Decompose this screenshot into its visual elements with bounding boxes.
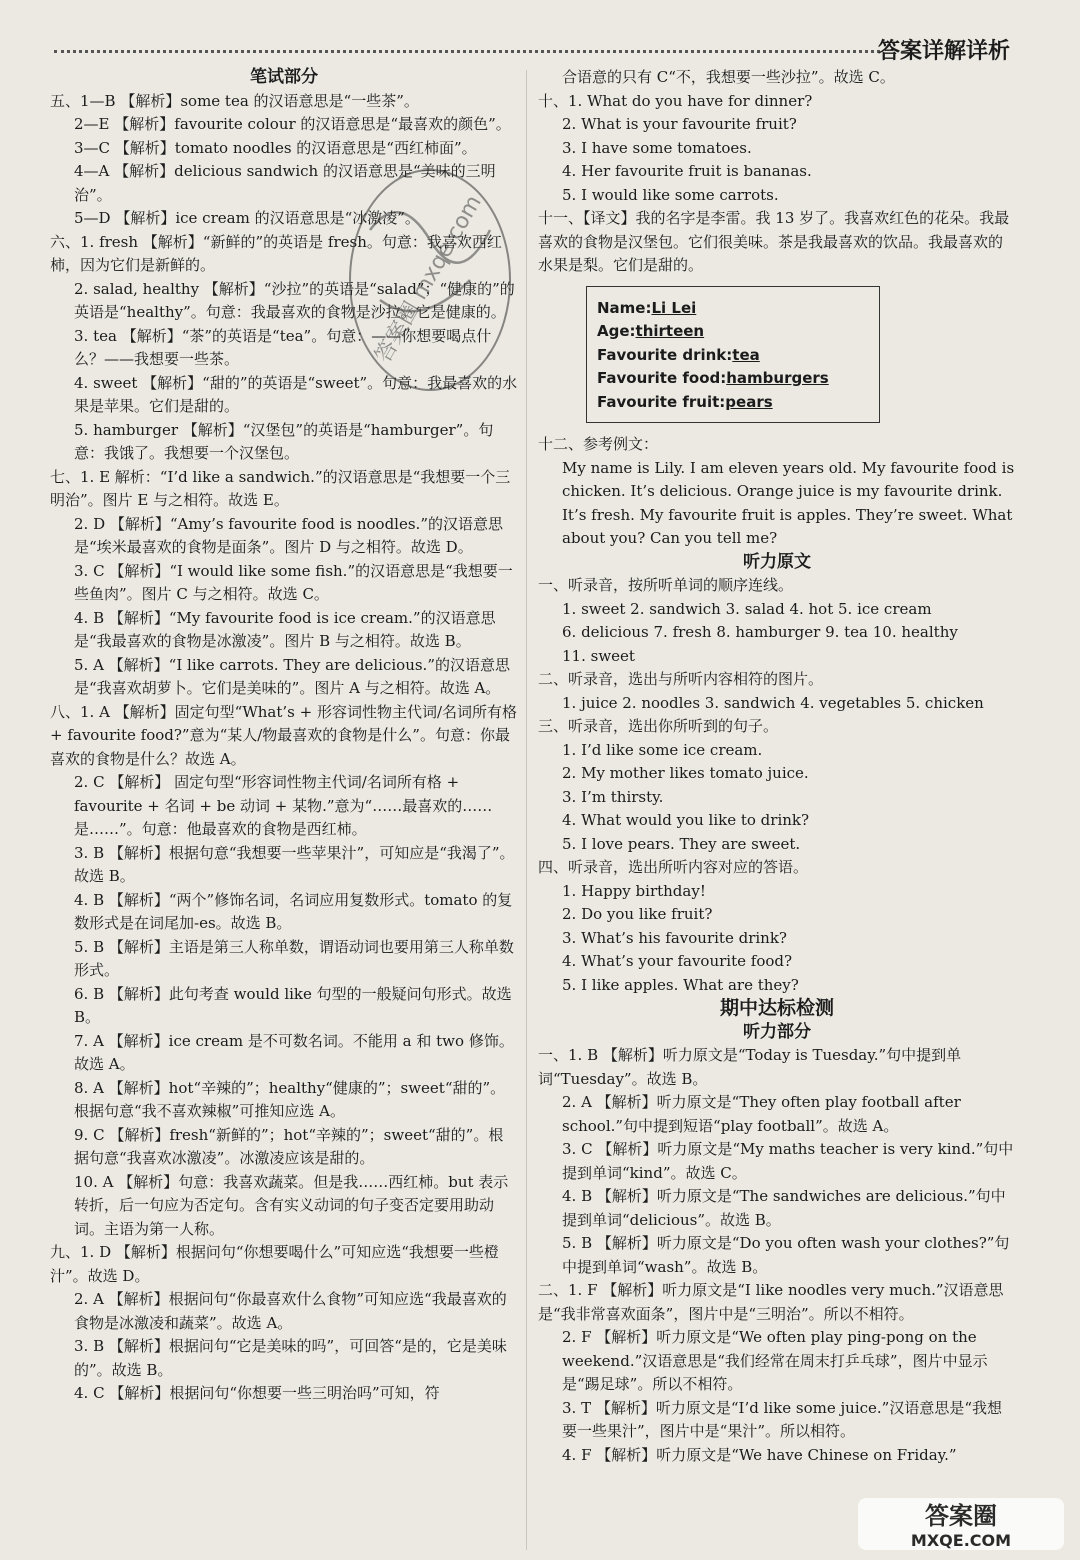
answer-line: 7. A 【解析】ice cream 是不可数名词。不能用 a 和 two 修饰。故选 A。 [74,1031,514,1073]
answer-line: 10. A 【解析】句意：我喜欢蔬菜。但是我……西红柿。but 表示转折，后一句应为否定句。含有实义动词的句子变否定要用助动词。主语为第一人称。 [74,1172,509,1238]
answer-line: 5. hamburger 【解析】“汉堡包”的英语是“hamburger”。句意：我饿了。我想要一个汉堡包。 [74,420,494,462]
answer-line: 2. Do you like fruit? [562,905,713,923]
watermark-bottom: MXQE.COM [910,1531,1012,1550]
answer-line: 2. My mother likes tomato juice. [562,764,809,782]
answer-line: 3. C 【解析】“I would like some fish.”的汉语意思是“我想要一些鱼肉”。图片 C 与之相符。故选 C。 [74,561,513,603]
answer-line: 5. I like apples. What are they? [562,975,799,994]
answer-line: 六、1. fresh 【解析】“新鲜的”的英语是 fresh。句意：我喜欢西红柿，因为它们是新鲜的。 [50,232,502,274]
answer-line: 五、1—B 【解析】some tea 的汉语意思是“一些茶”。 [50,91,419,110]
answer-line: 3—C 【解析】tomato noodles 的汉语意思是“西红柿面”。 [74,138,477,157]
answer-line: 4. F 【解析】听力原文是“We have Chinese on Friday.” [562,1445,957,1464]
info-card [586,286,880,424]
answer-line: 二、1. F 【解析】听力原文是“I like noodles very much.”汉语意思是“我非常喜欢面条”，图片中是“三明治”。所以不相符。 [538,1281,1004,1323]
stamp-text: 答案圈 mxqe.com [370,191,487,368]
right-answer-list-b [538,433,1016,551]
card-value: tea [732,345,760,364]
card-value: pears [725,392,773,411]
card-value: thirteen [635,322,705,340]
answer-line: 5—D 【解析】ice cream 的汉语意思是“冰激凌”。 [74,209,420,227]
left-answer-list [50,90,518,1406]
answer-line: 3. I’m thirsty. [562,787,664,806]
card-key: Favourite drink: [597,345,733,364]
answer-line: 8. A 【解析】hot“辛辣的”；healthy“健康的”；sweet“甜的”。根据句意“我不喜欢辣椒”可推知应选 A。 [74,1078,506,1120]
answer-line: 七、1. E 解析：“I’d like a sandwich.”的汉语意思是“我想要一个三明治”。图片 E 与之相符。故选 E。 [50,467,511,509]
header-dotted-rule [54,50,880,53]
answer-line: 5. I love pears. They are sweet. [562,834,801,853]
card-key: Age: [597,322,636,340]
answer-line: 3. What’s his favourite drink? [562,928,787,947]
answer-line: 2. D 【解析】“Amy’s favourite food is noodles.”的汉语意思是“埃米最喜欢的食物是面条”。图片 D 与之相符。故选 D。 [74,514,503,556]
section-title-listening-part: 听力部分 [743,1021,811,1042]
answer-line: 4. C 【解析】根据问句“你想要一些三明治吗”可知，符 [74,1384,440,1402]
answer-line: 3. B 【解析】根据问句“它是美味的吗”，可回答“是的，它是美味的”。故选 B。 [74,1337,507,1379]
section-title-midterm: 期中达标检测 [719,997,834,1019]
answer-line: 四、听录音，选出所听内容对应的答语。 [538,858,809,876]
answer-line: 2. F 【解析】听力原文是“We often play ping-pong on the weekend.”汉语意思是“我们经常在周末打乒乓球”，图片中显示是“踢足球”。所以不相符。 [562,1328,988,1393]
answer-line: 4—A 【解析】delicious sandwich 的汉语意思是“美味的三明治”。 [74,162,496,204]
answer-line: 九、1. D 【解析】根据问句“你想要喝什么”可知应选“我想要一些橙汁”。故选 D。 [50,1243,499,1285]
answer-line: 4. sweet 【解析】“甜的”的英语是“sweet”。句意：我最喜欢的水果是苹果。它们是甜的。 [74,373,518,415]
answer-line: 2. A 【解析】根据问句“你最喜欢什么食物”可知应选“我最喜欢的食物是冰激凌和蔬菜”。故选 A。 [74,1290,507,1332]
site-watermark [856,1496,1066,1552]
answer-line: 十二、参考例文： [538,435,659,453]
right-answer-list-d [538,1044,1016,1467]
answer-line: 3. tea 【解析】“茶”的英语是“tea”。句意：——你想要喝点什么？——我想要一些茶。 [74,326,492,368]
answer-line: 2. What is your favourite fruit? [562,115,797,133]
answer-line: 4. What’s your favourite food? [562,952,793,970]
answer-line: 3. I have some tomatoes. [562,138,752,157]
right-answer-list-c [538,574,1016,997]
answer-line: 1. juice 2. noodles 3. sandwich 4. vegetables 5. chicken [562,693,984,712]
right-column [538,66,1016,1467]
answer-line: 十一、【译文】我的名字是李雷。我 13 岁了。我喜欢红色的花朵。我最喜欢的食物是汉堡包。它们很美味。茶是我最喜欢的饮品。我最喜欢的水果是梨。它们是甜的。 [538,209,1010,274]
answer-line: 2. A 【解析】听力原文是“They often play football after school.”句中提到短语“play football”。故选 A。 [562,1093,961,1135]
answer-line: 6. delicious 7. fresh 8. hamburger 9. tea 10. healthy [562,623,958,641]
answer-line: 4. B 【解析】听力原文是“The sandwiches are delicious.”句中提到单词“delicious”。故选 B。 [562,1187,1006,1229]
answer-line: 2. C 【解析】 固定句型“形容词性物主代词/名词所有格 + favourite + 名词 + be 动词 + 某物.”意为“……最喜欢的……是……”。句意：他最喜欢的食物是西红柿。 [74,773,493,838]
answer-line: My name is Lily. I am eleven years old. My favourite food is chicken. It’s delicious. Orange juice is my favourite drink. It’s fresh. My favourite fruit is apples. They’re sweet. What about you? Can you tell me? [562,458,1015,547]
watermark-top: 答案圈 [925,1502,997,1530]
answer-line: 11. sweet [562,646,635,665]
section-title-written: 笔试部分 [250,67,318,87]
answer-line: 5. B 【解析】听力原文是“Do you often wash your clothes?”句中提到单词“wash”。故选 B。 [562,1234,1010,1276]
answer-line: 十、1. What do you have for dinner? [538,91,813,110]
answer-line: 4. B 【解析】“两个”修饰名词，名词应用复数形式。tomato 的复数形式是在词尾加-es。故选 B。 [74,890,513,932]
answer-line: 3. B 【解析】根据句意“我想要一些苹果汁”，可知应是“我渴了”。故选 B。 [74,843,515,885]
header-title: 答案详解详析 [877,39,1010,64]
answer-line: 1. I’d like some ice cream. [562,740,763,759]
left-column [50,66,518,1406]
answer-line: 合语意的只有 C“不，我想要一些沙拉”。故选 C。 [562,68,895,86]
answer-line: 二、听录音，选出与所听内容相符的图片。 [538,670,824,688]
page-header [0,0,1080,62]
section-title-listening-text: 听力原文 [743,551,811,572]
card-key: Favourite fruit: [597,392,726,411]
answer-line: 4. Her favourite fruit is bananas. [562,162,812,180]
answer-line: 5. B 【解析】主语是第三人称单数，谓语动词也要用第三人称单数形式。 [74,937,514,979]
answer-line: 2. salad, healthy 【解析】“沙拉”的英语是“salad”；“健康的”的英语是“healthy”。句意：我最喜欢的食物是沙拉。它是健康的。 [74,279,515,321]
answer-line: 4. What would you like to drink? [562,811,810,829]
answer-line: 3. T 【解析】听力原文是“I’d like some juice.”汉语意思是“我想要一些果汁”，图片中是“果汁”。所以相符。 [562,1398,1003,1440]
card-row [597,320,879,344]
answer-line: 一、听录音，按所听单词的顺序连线。 [538,576,794,594]
right-answer-list-a [538,66,1016,278]
card-row [597,391,879,415]
answer-line: 9. C 【解析】fresh“新鲜的”；hot“辛辣的”；sweet“甜的”。根据句意“我喜欢冰激凌”。冰激凌应该是甜的。 [74,1125,504,1167]
answer-line: 一、1. B 【解析】听力原文是“Today is Tuesday.”句中提到单词“Tuesday”。故选 B。 [538,1046,962,1088]
answer-line: 2—E 【解析】favourite colour 的汉语意思是“最喜欢的颜色”。 [74,115,511,133]
answer-line: 5. A 【解析】“I like carrots. They are delicious.”的汉语意思是“我喜欢胡萝卜。它们是美味的”。图片 A 与之相符。故选 A。 [74,655,510,697]
answer-line: 八、1. A 【解析】固定句型“What’s + 形容词性物主代词/名词所有格 + favourite food?”意为“某人/物最喜欢的食物是什么”。句意：你最喜欢的食物是什么？故选 A。 [50,702,518,768]
card-value: Li Lei [651,298,697,317]
answer-line: 三、听录音，选出你所听到的句子。 [538,717,779,735]
answer-line: 1. Happy birthday! [562,881,706,900]
answer-line: 4. B 【解析】“My favourite food is ice cream.”的汉语意思是“我最喜欢的食物是冰激凌”。图片 B 与之相符。故选 B。 [74,608,496,650]
answer-line: 6. B 【解析】此句考查 would like 句型的一般疑问句形式。故选 B。 [74,984,512,1026]
card-value: hamburgers [726,369,829,387]
card-key: Favourite food: [597,369,727,387]
column-divider [526,70,527,1550]
card-row [597,297,879,321]
card-key: Name: [597,298,652,317]
answer-line: 3. C 【解析】听力原文是“My maths teacher is very kind.”句中提到单词“kind”。故选 C。 [562,1140,1014,1182]
answer-line: 5. I would like some carrots. [562,185,779,204]
card-row [597,344,879,368]
card-row [597,367,879,391]
answer-line: 1. sweet 2. sandwich 3. salad 4. hot 5. ice cream [562,599,932,618]
